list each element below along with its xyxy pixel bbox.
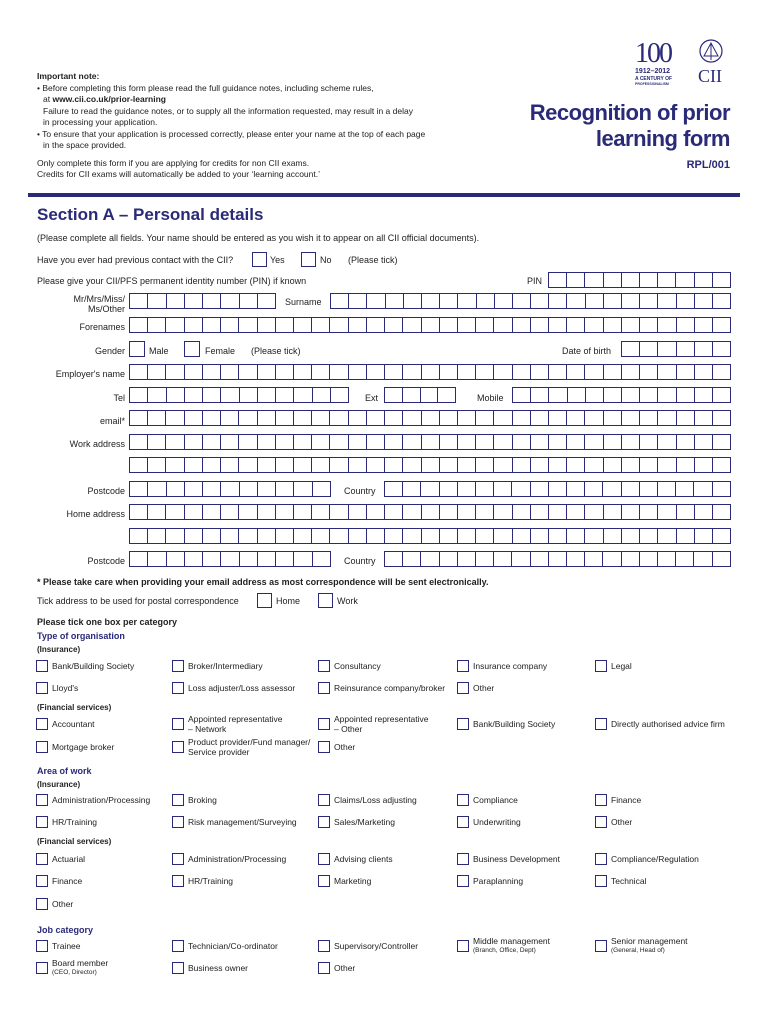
area-ins-row2-label-4: Other bbox=[611, 817, 633, 827]
gender-female-checkbox[interactable] bbox=[184, 341, 200, 357]
area-fin-row1-checkbox-1[interactable] bbox=[172, 853, 184, 865]
org-ins-row2-checkbox-2[interactable] bbox=[318, 682, 330, 694]
org-ins-row2-label-1: Loss adjuster/Loss assessor bbox=[188, 683, 296, 693]
org-fin-row1-label-2: Appointed representative – Other bbox=[334, 714, 429, 734]
area-ins-row1-checkbox-0[interactable] bbox=[36, 794, 48, 806]
org-ins-row2-label-2: Reinsurance company/broker bbox=[334, 683, 446, 693]
mobile-label: Mobile bbox=[477, 393, 504, 403]
org-ins-row2-checkbox-0[interactable] bbox=[36, 682, 48, 694]
area-fin-row1-label-3: Business Development bbox=[473, 854, 560, 864]
org-type-heading: Type of organisation bbox=[37, 631, 125, 641]
org-fin-row1-checkbox-0[interactable] bbox=[36, 718, 48, 730]
job-row1-label-3: Middle management (Branch, Office, Dept) bbox=[473, 936, 551, 954]
area-fin-row1-label-2: Advising clients bbox=[334, 854, 393, 864]
org-ins-row1-label-1: Broker/Intermediary bbox=[188, 661, 263, 671]
org-fin-row2-checkbox-0[interactable] bbox=[36, 741, 48, 753]
logo-100: 100 bbox=[635, 38, 671, 69]
area-ins-row1-label-1: Broking bbox=[188, 795, 217, 805]
header-rule bbox=[28, 193, 740, 197]
crest-icon bbox=[698, 38, 724, 66]
org-ins-row2-checkbox-1[interactable] bbox=[172, 682, 184, 694]
gender-female-label: Female bbox=[205, 346, 236, 356]
area-fin-row2-checkbox-2[interactable] bbox=[318, 875, 330, 887]
area-fin-row1-checkbox-0[interactable] bbox=[36, 853, 48, 865]
employer-input[interactable] bbox=[129, 364, 731, 380]
forenames-label: Forenames bbox=[79, 322, 125, 332]
notes-line7: Only complete this form if you are applying for credits for non CII exams. bbox=[37, 157, 310, 168]
job-row1-label-0: Trainee bbox=[52, 941, 81, 951]
postal-work-checkbox[interactable] bbox=[318, 593, 333, 608]
area-fin-row2-checkbox-1[interactable] bbox=[172, 875, 184, 887]
org-ins-row1-label-2: Consultancy bbox=[334, 661, 381, 671]
form-code: RPL/001 bbox=[686, 159, 730, 171]
section-a-intro: (Please complete all fields. Your name should be entered as you wish it to appear on all CII official documents). bbox=[37, 233, 480, 243]
job-row1-label-2: Supervisory/Controller bbox=[334, 941, 419, 951]
contact-yes-label: Yes bbox=[270, 255, 285, 265]
job-row2-checkbox-2[interactable] bbox=[318, 962, 330, 974]
area-ins-row1-checkbox-3[interactable] bbox=[457, 794, 469, 806]
job-row2-label-0: Board member (CEO, Director) bbox=[52, 958, 109, 976]
area-ins-row2-checkbox-3[interactable] bbox=[457, 816, 469, 828]
area-fin-row2-label-0: Finance bbox=[52, 876, 83, 886]
org-fin-row2-checkbox-1[interactable] bbox=[172, 741, 184, 753]
area-heading: Area of work bbox=[37, 766, 92, 776]
section-a-title: Section A – Personal details bbox=[37, 205, 264, 224]
org-financial-heading: (Financial services) bbox=[37, 703, 112, 712]
important-notes bbox=[37, 71, 457, 181]
area-ins-row1-checkbox-2[interactable] bbox=[318, 794, 330, 806]
notes-line2: at www.cii.co.uk/prior-learning bbox=[43, 94, 166, 104]
form-title-line1: Recognition of prior bbox=[529, 100, 730, 125]
area-financial-heading: (Financial services) bbox=[37, 837, 112, 846]
home-postcode-input[interactable] bbox=[129, 551, 331, 567]
area-fin-row2-label-3: Paraplanning bbox=[473, 876, 524, 886]
surname-input[interactable] bbox=[330, 293, 731, 309]
logo-cii: CII bbox=[698, 66, 722, 86]
org-fin-row1-checkbox-3[interactable] bbox=[457, 718, 469, 730]
notes-heading: Important note: bbox=[37, 71, 100, 81]
postal-work-label: Work bbox=[337, 596, 358, 606]
area-ins-row2-checkbox-1[interactable] bbox=[172, 816, 184, 828]
org-fin-row1-checkbox-1[interactable] bbox=[172, 718, 184, 730]
home-country-input[interactable] bbox=[384, 551, 731, 567]
gender-male-label: Male bbox=[149, 346, 169, 356]
area-ins-row2-label-1: Risk management/Surveying bbox=[188, 817, 297, 827]
gender-male-checkbox[interactable] bbox=[129, 341, 145, 357]
cii-logo bbox=[630, 38, 735, 88]
pin-input[interactable] bbox=[548, 272, 731, 288]
work-postcode-input[interactable] bbox=[129, 481, 331, 497]
logo-century: A CENTURY OF bbox=[635, 76, 673, 82]
guidance-link[interactable]: www.cii.co.uk/prior-learning bbox=[52, 94, 166, 104]
org-fin-row1-checkbox-2[interactable] bbox=[318, 718, 330, 730]
area-fin-row1-checkbox-4[interactable] bbox=[595, 853, 607, 865]
pin-question: Please give your CII/PFS permanent identity number (PIN) if known bbox=[37, 276, 307, 286]
pin-label: PIN bbox=[527, 276, 543, 286]
tel-input[interactable] bbox=[129, 387, 349, 403]
area-ins-row1-label-3: Compliance bbox=[473, 795, 518, 805]
org-ins-row1-label-0: Bank/Building Society bbox=[52, 661, 135, 671]
org-ins-row1-checkbox-2[interactable] bbox=[318, 660, 330, 672]
org-fin-row2-label-0: Mortgage broker bbox=[52, 742, 115, 752]
area-ins-row2-checkbox-0[interactable] bbox=[36, 816, 48, 828]
org-fin-row1-checkbox-4[interactable] bbox=[595, 718, 607, 730]
area-insurance-heading: (Insurance) bbox=[37, 780, 81, 789]
postal-home-checkbox[interactable] bbox=[257, 593, 272, 608]
work-address-input-2[interactable] bbox=[129, 457, 731, 473]
area-fin-row1-checkbox-2[interactable] bbox=[318, 853, 330, 865]
job-row1-label-1: Technician/Co-ordinator bbox=[188, 941, 278, 951]
area-fin-row2-label-2: Marketing bbox=[334, 876, 372, 886]
email-input[interactable] bbox=[129, 410, 731, 426]
area-fin-row2-checkbox-4[interactable] bbox=[595, 875, 607, 887]
contact-tick-hint: (Please tick) bbox=[348, 255, 398, 265]
employer-label: Employer's name bbox=[55, 369, 125, 379]
area-fin-row3-checkbox-0[interactable] bbox=[36, 898, 48, 910]
notes-line3: Failure to read the guidance notes, or to supply all the information requested, may result in a delay bbox=[43, 105, 413, 116]
org-ins-row1-label-4: Legal bbox=[611, 661, 632, 671]
work-country-label: Country bbox=[344, 486, 376, 496]
area-ins-row2-checkbox-4[interactable] bbox=[595, 816, 607, 828]
org-ins-row1-checkbox-4[interactable] bbox=[595, 660, 607, 672]
title-label: Mr/Mrs/Miss/ Ms/Other bbox=[73, 294, 125, 314]
home-address-label: Home address bbox=[66, 509, 125, 519]
area-ins-row1-checkbox-4[interactable] bbox=[595, 794, 607, 806]
area-fin-row2-label-1: HR/Training bbox=[188, 876, 234, 886]
org-ins-row2-label-0: Lloyd's bbox=[52, 683, 79, 693]
job-row2-label-1: Business owner bbox=[188, 963, 249, 973]
work-address-input-1[interactable] bbox=[129, 434, 731, 450]
home-address-input-2[interactable] bbox=[129, 528, 731, 544]
title-input[interactable] bbox=[129, 293, 276, 309]
postal-address-question: Tick address to be used for postal correspondence bbox=[37, 596, 239, 606]
form-title-line2: learning form bbox=[595, 126, 730, 151]
job-row1-label-4: Senior management (General, Head of) bbox=[611, 936, 688, 954]
area-fin-row2-checkbox-3[interactable] bbox=[457, 875, 469, 887]
org-ins-row1-checkbox-1[interactable] bbox=[172, 660, 184, 672]
email-note: * Please take care when providing your email address as most correspondence will be sent electronically. bbox=[37, 577, 489, 587]
logo-prof: PROFESSIONALISM bbox=[635, 82, 669, 86]
area-ins-row2-label-3: Underwriting bbox=[473, 817, 521, 827]
org-fin-row2-label-1: Product provider/Fund manager/ Service provider bbox=[188, 737, 311, 757]
area-ins-row2-label-0: HR/Training bbox=[52, 817, 98, 827]
org-fin-row1-label-4: Directly authorised advice firm bbox=[611, 719, 725, 729]
home-country-label: Country bbox=[344, 556, 376, 566]
job-row1-checkbox-4[interactable] bbox=[595, 940, 607, 952]
notes-line5: • To ensure that your application is processed correctly, please enter your name at the top of each page bbox=[37, 128, 426, 139]
area-ins-row1-label-0: Administration/Processing bbox=[52, 795, 151, 805]
contact-no-checkbox[interactable] bbox=[301, 252, 316, 267]
org-ins-row1-checkbox-0[interactable] bbox=[36, 660, 48, 672]
job-row2-checkbox-0[interactable] bbox=[36, 962, 48, 974]
area-ins-row1-label-4: Finance bbox=[611, 795, 642, 805]
dob-input[interactable] bbox=[621, 341, 731, 357]
home-postcode-label: Postcode bbox=[87, 556, 125, 566]
forenames-input[interactable] bbox=[129, 317, 731, 333]
area-ins-row2-label-2: Sales/Marketing bbox=[334, 817, 395, 827]
notes-line8: Credits for CII exams will automatically be added to your ‘learning account.’ bbox=[37, 169, 320, 179]
notes-line4: in processing your application. bbox=[43, 117, 158, 127]
postal-home-label: Home bbox=[276, 596, 301, 606]
notes-line1: • Before completing this form please read the full guidance notes, including scheme rules, bbox=[37, 82, 374, 93]
area-fin-row3-label-0: Other bbox=[52, 899, 74, 909]
area-fin-row1-label-0: Actuarial bbox=[52, 854, 86, 864]
job-row1-checkbox-0[interactable] bbox=[36, 940, 48, 952]
area-fin-row1-label-4: Compliance/Regulation bbox=[611, 854, 699, 864]
area-ins-row2-checkbox-2[interactable] bbox=[318, 816, 330, 828]
dob-label: Date of birth bbox=[562, 346, 612, 356]
org-ins-row1-label-3: Insurance company bbox=[473, 661, 548, 671]
org-ins-row1-checkbox-3[interactable] bbox=[457, 660, 469, 672]
org-fin-row1-label-1: Appointed representative – Network bbox=[188, 714, 283, 734]
notes-line6: in the space provided. bbox=[43, 140, 127, 150]
area-fin-row1-checkbox-3[interactable] bbox=[457, 853, 469, 865]
tel-label: Tel bbox=[113, 393, 125, 403]
ext-input[interactable] bbox=[384, 387, 456, 403]
area-ins-row1-checkbox-1[interactable] bbox=[172, 794, 184, 806]
gender-label: Gender bbox=[94, 346, 125, 356]
org-fin-row2-label-2: Other bbox=[334, 742, 356, 752]
job-row1-checkbox-2[interactable] bbox=[318, 940, 330, 952]
org-ins-row2-checkbox-3[interactable] bbox=[457, 682, 469, 694]
job-row2-label-2: Other bbox=[334, 963, 356, 973]
area-fin-row1-label-1: Administration/Processing bbox=[188, 854, 287, 864]
surname-label: Surname bbox=[285, 297, 322, 307]
gender-tick-hint: (Please tick) bbox=[251, 346, 301, 356]
categories-intro: Please tick one box per category bbox=[37, 617, 178, 627]
org-ins-row2-label-3: Other bbox=[473, 683, 495, 693]
area-fin-row2-checkbox-0[interactable] bbox=[36, 875, 48, 887]
contact-question: Have you ever had previous contact with the CII? bbox=[37, 255, 234, 265]
job-row2-checkbox-1[interactable] bbox=[172, 962, 184, 974]
org-fin-row1-label-0: Accountant bbox=[52, 719, 95, 729]
work-country-input[interactable] bbox=[384, 481, 731, 497]
area-fin-row2-label-4: Technical bbox=[611, 876, 647, 886]
org-insurance-heading: (Insurance) bbox=[37, 645, 81, 654]
work-address-label: Work address bbox=[69, 439, 125, 449]
job-heading: Job category bbox=[37, 925, 94, 935]
contact-no-label: No bbox=[320, 255, 332, 265]
job-row1-checkbox-3[interactable] bbox=[457, 940, 469, 952]
job-row1-checkbox-1[interactable] bbox=[172, 940, 184, 952]
form-title bbox=[470, 100, 730, 152]
home-address-input-1[interactable] bbox=[129, 504, 731, 520]
contact-yes-checkbox[interactable] bbox=[252, 252, 267, 267]
work-postcode-label: Postcode bbox=[87, 486, 125, 496]
org-fin-row2-checkbox-2[interactable] bbox=[318, 741, 330, 753]
ext-label: Ext bbox=[365, 393, 379, 403]
email-label: email* bbox=[99, 416, 125, 426]
org-fin-row1-label-3: Bank/Building Society bbox=[473, 719, 556, 729]
logo-years: 1912–2012 bbox=[635, 68, 671, 75]
mobile-input[interactable] bbox=[512, 387, 731, 403]
area-ins-row1-label-2: Claims/Loss adjusting bbox=[334, 795, 417, 805]
